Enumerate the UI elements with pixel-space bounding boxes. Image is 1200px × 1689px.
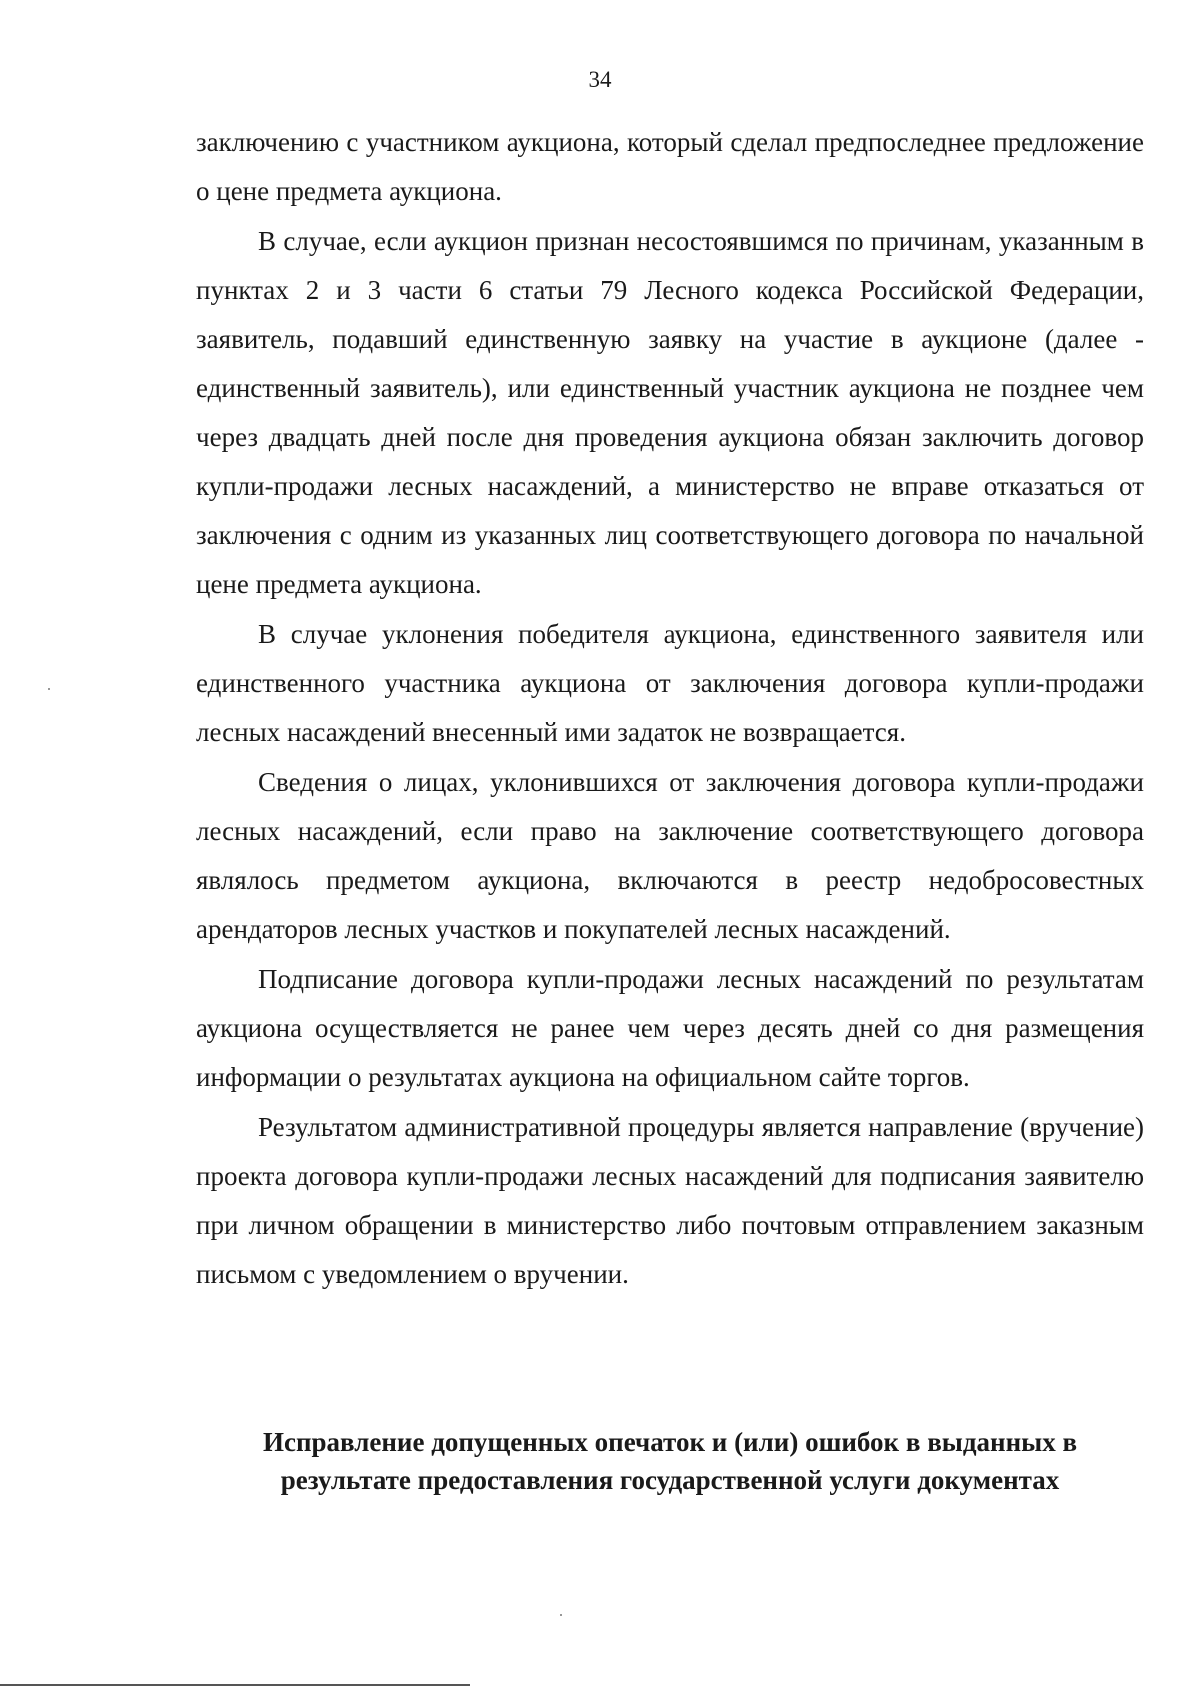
paragraph-signing: Подписание договора купли-продажи лесных насаждений по результатам аукциона осуществляется не ранее чем через десять дней со дня размещения информации о результатах аукциона на официальном сайте торгов. bbox=[196, 964, 1144, 1092]
page-number: 34 bbox=[588, 67, 612, 92]
scan-artifact-dot bbox=[48, 688, 50, 690]
scan-artifact-dot bbox=[560, 1614, 562, 1616]
paragraph-evasion-deposit: В случае уклонения победителя аукциона, единственного заявителя или единственного участника аукциона от заключения договора купли-продажи лесных насаждений внесенный ими задаток не возвращается. bbox=[196, 619, 1144, 747]
document-body bbox=[196, 118, 1144, 1299]
section-heading-line-2: результате предоставления государственной услуги документах bbox=[280, 1465, 1060, 1495]
paragraph-registry: Сведения о лицах, уклонившихся от заключения договора купли-продажи лесных насаждений, если право на заключение соответствующего договора являлось предметом аукциона, включаются в реестр недобросовестных арендаторов лесных участков и покупателей лесных насаждений. bbox=[196, 767, 1144, 944]
scan-artifact-line bbox=[0, 1684, 470, 1686]
paragraph-result: Результатом административной процедуры является направление (вручение) проекта договора купли-продажи лесных насаждений для подписания заявителю при личном обращении в министерство либо почтовым отправлением заказным письмом с уведомлением о вручении. bbox=[196, 1112, 1144, 1289]
paragraph-failed-auction: В случае, если аукцион признан несостоявшимся по причинам, указанным в пунктах 2 и 3 части 6 статьи 79 Лесного кодекса Российской Федерации, заявитель, подавший единственную заявку на участие в аукционе (далее - единственный заявитель), или единственный участник аукциона не позднее чем через двадцать дней после дня проведения аукциона обязан заключить договор купли-продажи лесных насаждений, а министерство не вправе отказаться от заключения с одним из указанных лиц соответствующего договора по начальной цене предмета аукциона. bbox=[196, 226, 1144, 599]
section-heading bbox=[196, 1423, 1144, 1499]
paragraph-continuation: заключению с участником аукциона, который сделал предпоследнее предложение о цене предмета аукциона. bbox=[196, 127, 1144, 206]
section-heading-line-1: Исправление допущенных опечаток и (или) ошибок в выданных в bbox=[262, 1427, 1078, 1457]
